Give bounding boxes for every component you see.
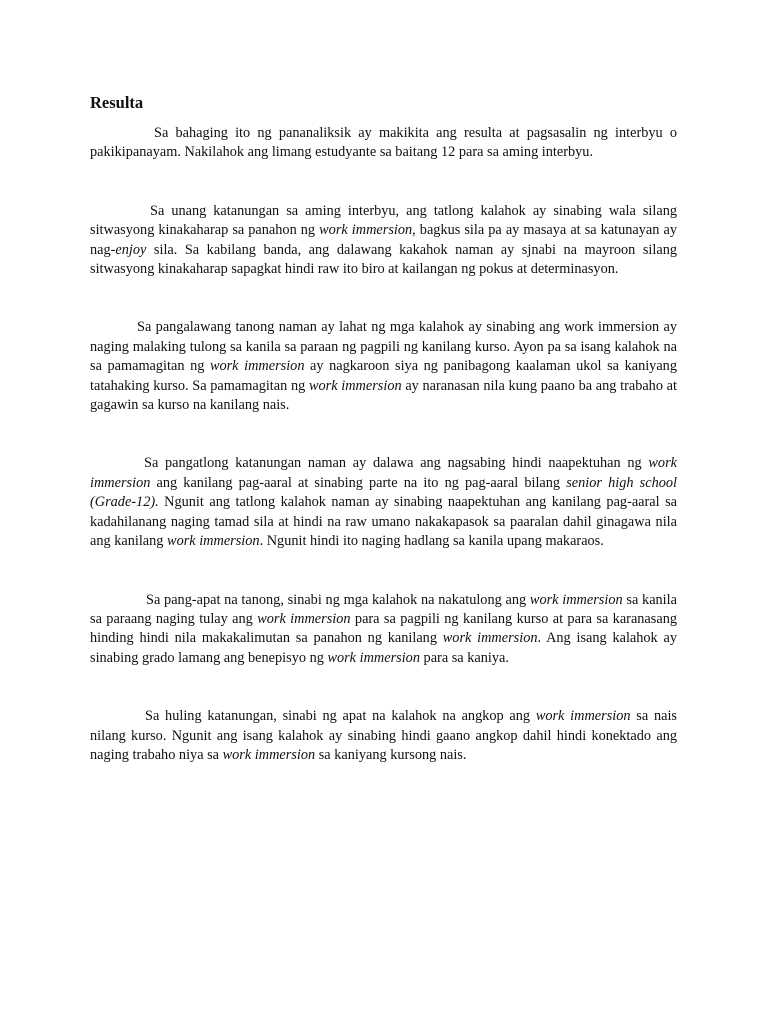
paragraph-fourth-question xyxy=(90,591,677,669)
italic-text-run: work immersion xyxy=(308,377,402,394)
italic-text-run: work immersion xyxy=(257,610,351,627)
text-run: Ngunit ang tatlong kalahok naman ay sinabing naapektuhan ang kanilang pag-aaral sa kadahilanang naging tamad sila at hindi na raw umano nakakapasok sa paaralan dahil ginagawa nila ang kanilang xyxy=(90,494,677,550)
text-run: Sa bahaging ito ng pananaliksik ay makikita ang resulta at pagsasalin ng interbyu o pakikipanayam. Nakilahok ang limang estudyante sa baitang 12 para sa aming interbyu. xyxy=(90,125,677,161)
text-run: Sa unang katanungan sa aming interbyu, ang tatlong kalahok ay sinabing wala silang sitwasyong kinakaharap sa panahon ng xyxy=(90,202,677,239)
text-run: sila. Sa kabilang banda, ang dalawang kakahok naman ay sjnabi na mayroon silang sitwasyong kinakaharap sapagkat hindi raw ito biro at kailangan ng pokus at determinasyon. xyxy=(90,241,677,278)
text-run: para sa kaniya. xyxy=(419,649,509,666)
text-run: para sa pagpili ng kanilang kurso at para sa karanasang hinding hindi nila makakalimutan sa panahon ng kanilang xyxy=(90,610,677,647)
text-run: , bagkus sila pa ay masaya at sa katunayan ay nag- xyxy=(90,222,677,258)
paragraph-intro xyxy=(90,124,677,163)
italic-text-run: work immersion xyxy=(222,746,316,763)
paragraph-second-question xyxy=(90,318,677,415)
text-run: sa nais nilang kurso. Ngunit ang isang kalahok ay sinabing hindi gaano angkop dahil hindi konektado ang naging trabaho niya sa xyxy=(90,708,677,763)
paragraph-last-question xyxy=(90,707,677,765)
italic-text-run: work immersion xyxy=(209,358,305,375)
italic-text-run: work immersion xyxy=(90,455,677,491)
text-run: Sa pang-apat na tanong, sinabi ng mga kalahok na nakatulong ang xyxy=(146,591,530,608)
text-run: ay nagkaroon siya ng panibagong kaalaman ukol sa kaniyang tatahaking kurso. Sa pamamagitan ng xyxy=(90,358,677,394)
italic-text-run: senior high school (Grade-12). xyxy=(90,474,677,511)
italic-text-run: work immersion xyxy=(442,630,538,647)
italic-text-run: enjoy xyxy=(115,241,147,258)
italic-text-run: work immersion xyxy=(529,591,623,608)
text-run: . Ngunit hindi ito naging hadlang sa kanila upang makaraos. xyxy=(259,533,604,550)
text-run: sa kanila sa paraang naging tulay ang xyxy=(90,591,677,627)
text-run: . Ang isang kalahok ay sinabing grado lamang ang benepisyo ng xyxy=(90,630,677,666)
italic-text-run: work immersion xyxy=(327,649,420,666)
italic-text-run: work immersion xyxy=(319,222,413,239)
text-run: Sa huling katanungan, sinabi ng apat na kalahok na angkop ang xyxy=(145,708,536,725)
italic-text-run: work immersion xyxy=(535,708,631,725)
paragraph-third-question xyxy=(90,454,677,551)
text-run: ang kanilang pag-aaral at sinabing parte na ito ng pag-aaral bilang xyxy=(150,474,567,491)
section-heading: Resulta xyxy=(90,93,144,112)
document-page xyxy=(90,92,677,765)
text-run: Sa pangatlong katanungan naman ay dalawa ang nagsabing hindi naapektuhan ng xyxy=(144,455,649,472)
text-run: Sa pangalawang tanong naman ay lahat ng mga kalahok ay sinabing ang work immersion ay naging malaking tulong sa kanila sa paraan ng pagpili ng kanilang kurso. Ayon pa sa isang kalahok na sa pamamagitan ng xyxy=(90,319,677,375)
italic-text-run: work immersion xyxy=(167,533,260,550)
paragraph-first-question xyxy=(90,202,677,280)
text-run: sa kaniyang kursong nais. xyxy=(315,746,467,763)
text-run: ay naranasan nila kung paano ba ang trabaho at gagawin sa kurso na kanilang nais. xyxy=(90,377,677,414)
